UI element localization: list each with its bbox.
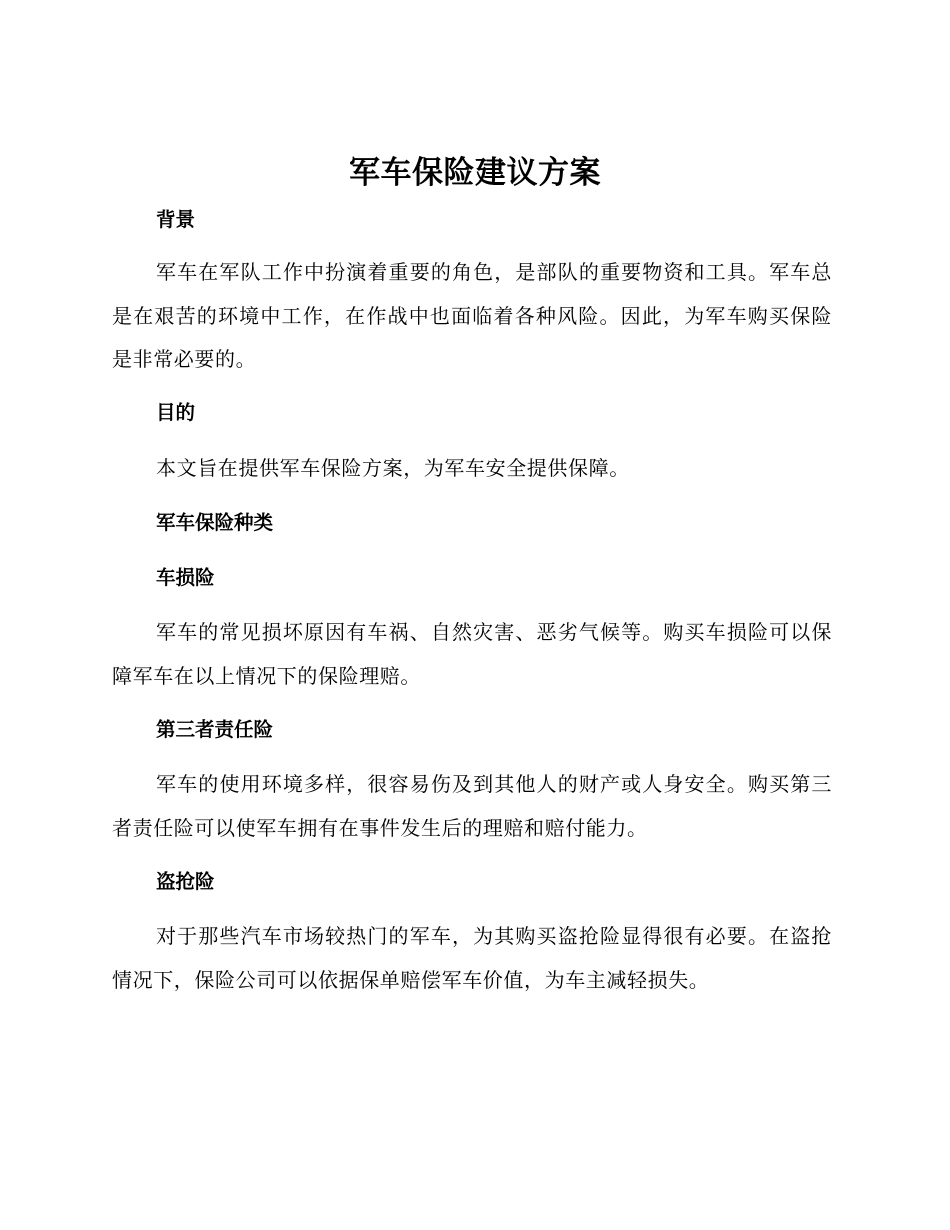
section-heading-third-party-liability: 第三者责任险 (156, 718, 274, 741)
section-heading-background: 背景 (156, 208, 196, 231)
section-body-background: 军车在军队工作中扮演着重要的角色，是部队的重要物资和工具。军车总是在艰苦的环境中工作，在作战中也面临着各种风险。因此，为军车购买保险是非常必要的。 (112, 260, 832, 371)
section-body-third-party-liability: 军车的使用环境多样，很容易伤及到其他人的财产或人身安全。购买第三者责任险可以使军车拥有在事件发生后的理赔和赔付能力。 (112, 772, 832, 840)
document-title: 军车保险建议方案 (349, 155, 601, 191)
section-heading-vehicle-damage: 车损险 (156, 566, 215, 589)
section-body-theft: 对于那些汽车市场较热门的军车，为其购买盗抢险显得很有必要。在盗抢情况下，保险公司可以依据保单赔偿军车价值，为车主减轻损失。 (112, 924, 832, 992)
section-body-vehicle-damage: 军车的常见损坏原因有车祸、自然灾害、恶劣气候等。购买车损险可以保障军车在以上情况下的保险理赔。 (112, 620, 832, 688)
section-heading-purpose: 目的 (156, 401, 196, 424)
section-heading-theft: 盗抢险 (156, 870, 215, 893)
section-body-purpose: 本文旨在提供军车保险方案，为军车安全提供保障。 (156, 456, 630, 480)
section-heading-insurance-types: 军车保险种类 (156, 511, 274, 534)
